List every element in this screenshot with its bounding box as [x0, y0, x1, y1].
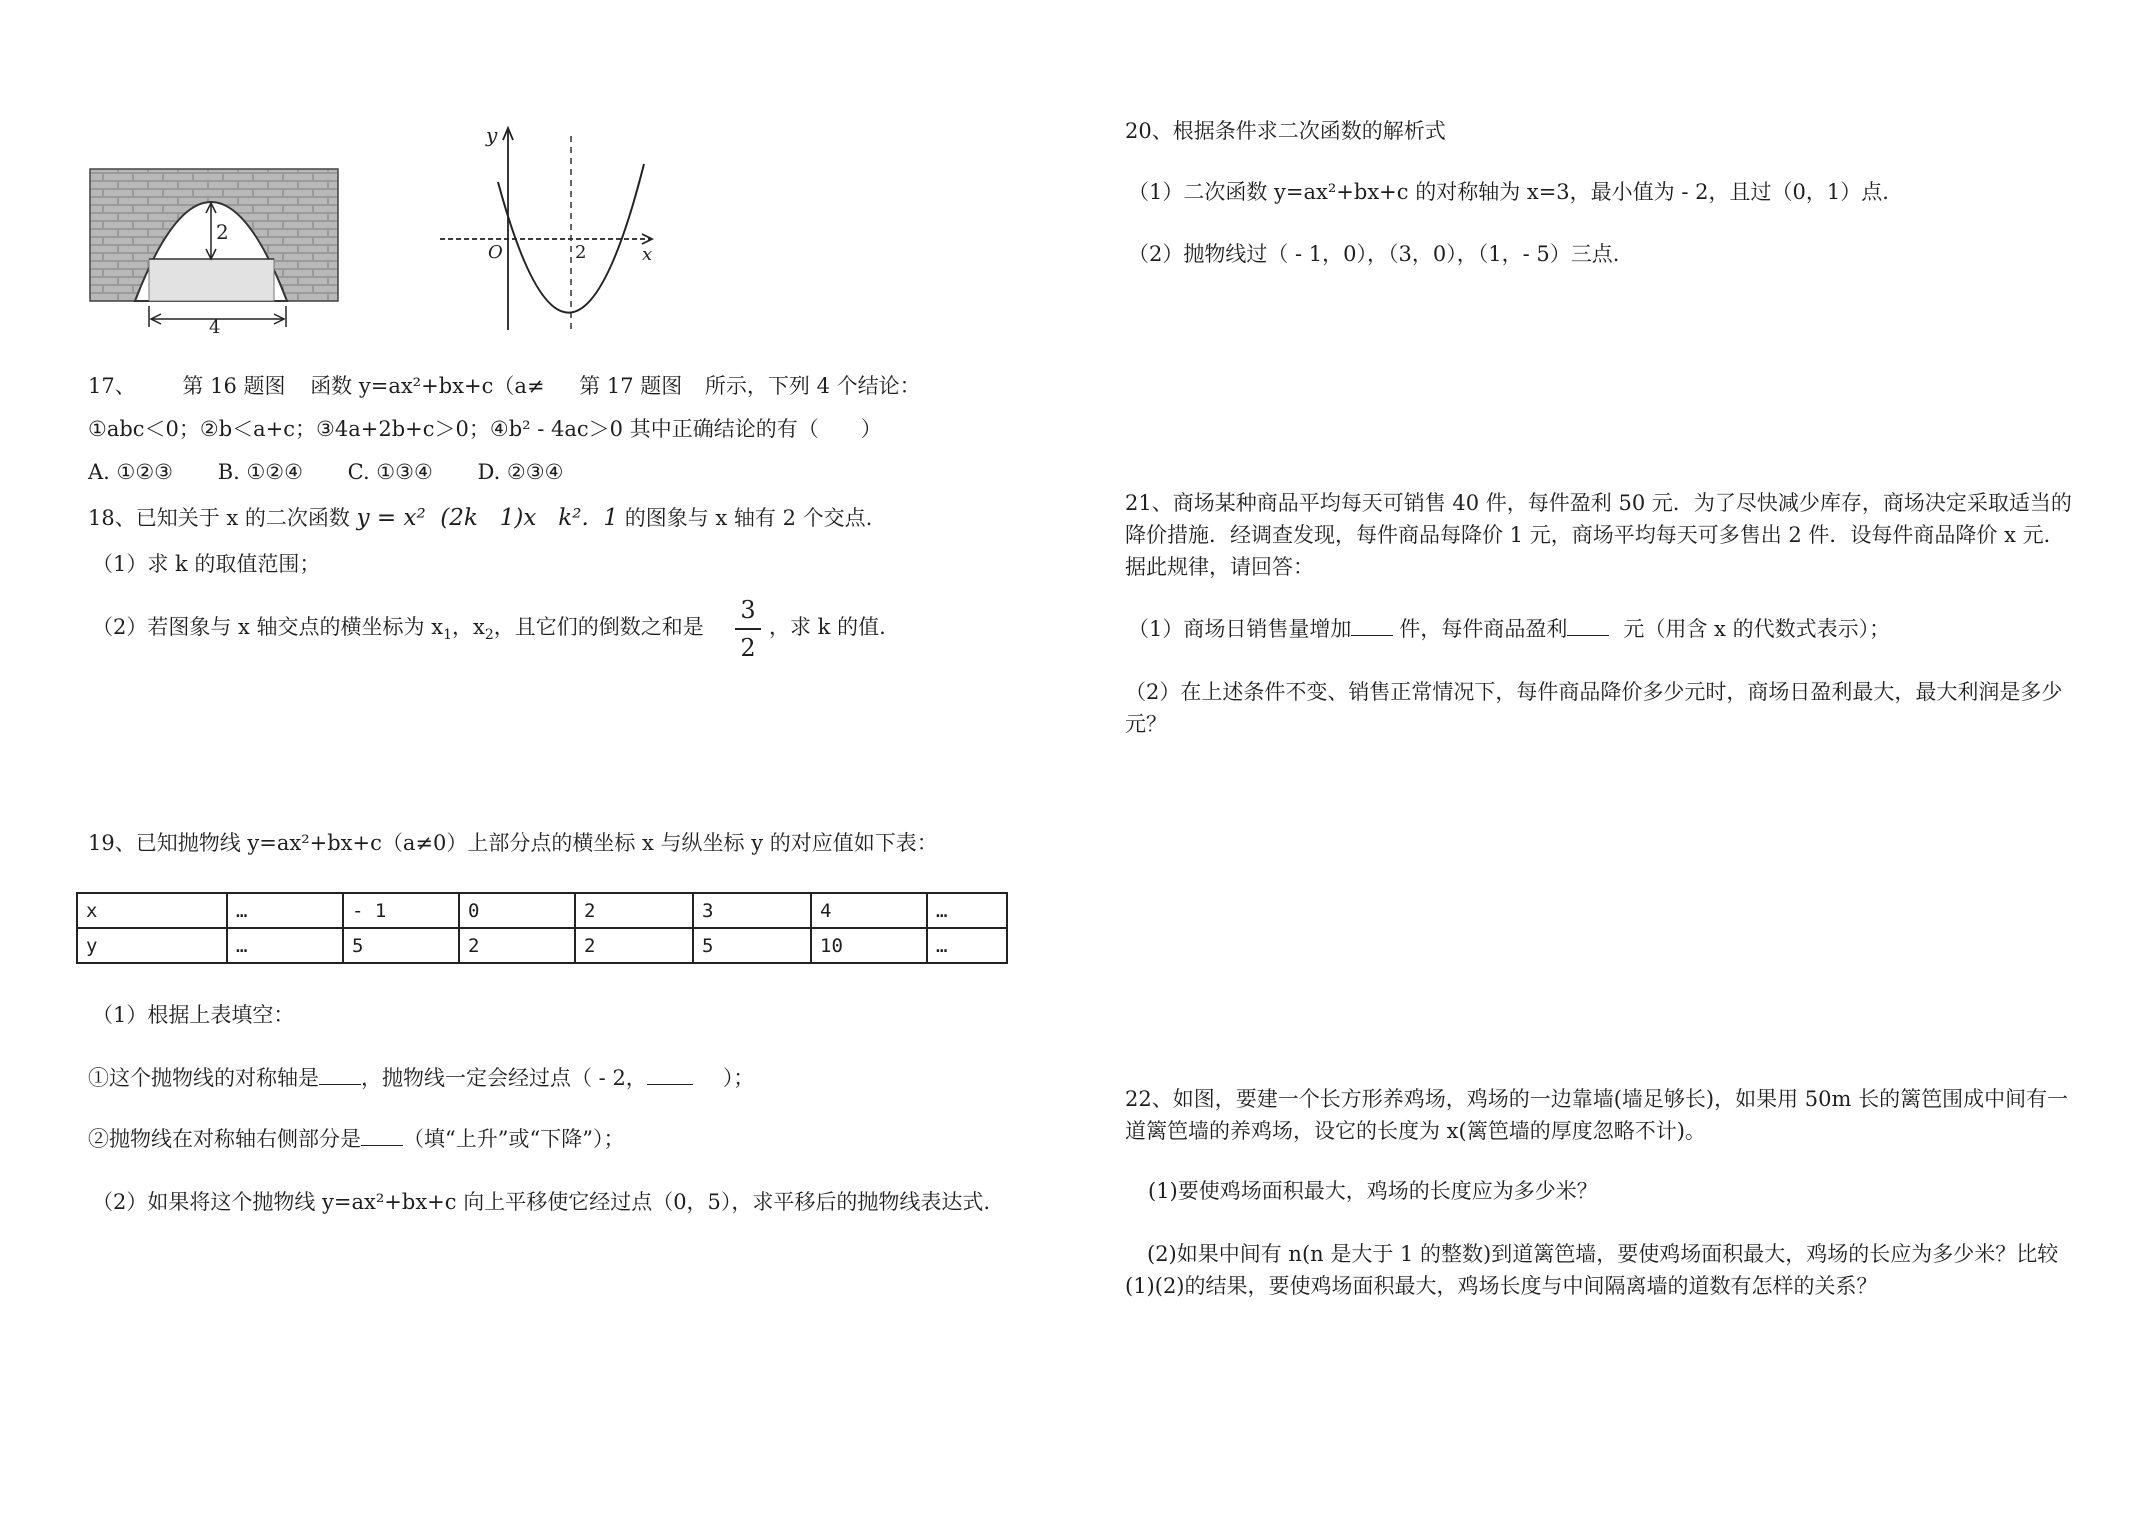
- q18-stem-a: 18、已知关于 x 的二次函数: [88, 506, 350, 530]
- q21-part1-a: （1）商场日销售量增加: [1128, 617, 1352, 641]
- q21-part1: [1128, 614, 1890, 644]
- q17-func-text: 函数 y=ax²+bx+c（a≠: [310, 374, 545, 398]
- q19-value-table: [76, 892, 1008, 964]
- table-cell: 10: [811, 928, 927, 963]
- table-cell: 5: [343, 928, 459, 963]
- table-cell: 4: [811, 893, 927, 928]
- q19-fill2: [88, 1124, 624, 1154]
- q18-part2: [92, 612, 704, 650]
- fig17-x-label: x: [642, 244, 653, 265]
- q17-shown-text: 所示，下列 4 个结论：: [704, 374, 921, 398]
- q18-fraction: [735, 596, 761, 662]
- q18-frac-num: 3: [740, 596, 756, 624]
- q20-part2: （2）抛物线过（ - 1，0），（3，0），（1，- 5）三点.: [1128, 242, 1620, 266]
- q22-part2: (2)如果中间有 n(n 是大于 1 的整数)到道篱笆墙，要使鸡场面积最大，鸡场的长应为多少米？比较(1)(2)的结果，要使鸡场面积最大，鸡场长度与中间隔离墙的道数有怎样的关系？: [1125, 1242, 2059, 1298]
- q21-blank-quantity[interactable]: [1351, 617, 1393, 636]
- q17-option-a: A. ①②③: [88, 460, 173, 484]
- q18-sub1: 1: [443, 627, 452, 644]
- q17-option-b: B. ①②④: [217, 460, 303, 484]
- q18-frac-den: 2: [740, 634, 756, 662]
- table-cell: 2: [575, 893, 693, 928]
- table-cell: …: [227, 893, 343, 928]
- q17-conclusions: ①abc＜0；②b＜a+c；③4a+2b+c＞0；④b² - 4ac＞0 其中正确结论的有（ ）: [88, 417, 882, 441]
- q17-option-d: D. ②③④: [477, 460, 564, 484]
- q18-part2-a: （2）若图象与 x 轴交点的横坐标为 x: [92, 615, 444, 639]
- q18-part2-b: ，x: [452, 615, 485, 639]
- q18-sub2: 2: [484, 627, 494, 644]
- q21-stem: 21、商场某种商品平均每天可销售 40 件，每件盈利 50 元．为了尽快减少库存，商场决定采取适当的降价措施．经调查发现，每件商品每降价 1 元，商场平均每天可多售出 2 件．设每件商品降价 x 元．据此规律，请回答：: [1125, 491, 2072, 579]
- table-cell: …: [927, 928, 1007, 963]
- q17-line1: [88, 371, 921, 401]
- q17-option-c: C. ①③④: [347, 460, 433, 484]
- q19-stem: 19、已知抛物线 y=ax²+bx+c（a≠0）上部分点的横坐标 x 与纵坐标 y 的对应值如下表：: [88, 831, 938, 855]
- q17-number: 17、: [88, 374, 136, 398]
- q18-part1: （1）求 k 的取值范围；: [92, 552, 321, 576]
- q21-part1-b: 件，每件商品盈利: [1399, 617, 1568, 641]
- q19-fill1-b: ，抛物线一定会经过点（ - 2，: [361, 1066, 647, 1090]
- fig16-height-label: 2: [216, 220, 229, 244]
- fig17-origin-label: O: [488, 242, 503, 263]
- q21-part1-c: 元（用含 x 的代数式表示）；: [1623, 617, 1891, 641]
- q17-fig16-ref: 第 16 题图: [182, 374, 286, 398]
- q18-stem: [88, 503, 872, 533]
- table-cell: 2: [575, 928, 693, 963]
- q20-title: 20、根据条件求二次函数的解析式: [1125, 119, 1446, 143]
- q19-blank-axis[interactable]: [319, 1066, 361, 1085]
- figure-17-graph: [430, 118, 670, 333]
- fig17-tick-label: 2: [575, 242, 587, 263]
- q19-part2: （2）如果将这个抛物线 y=ax²+bx+c 向上平移使它经过点（0，5），求平移后的抛物线表达式.: [92, 1190, 991, 1214]
- table-cell: …: [227, 928, 343, 963]
- table-cell: 2: [459, 928, 575, 963]
- q17-fig17-ref: 第 17 题图: [579, 374, 683, 398]
- q19-fill1-a: ①这个抛物线的对称轴是: [88, 1066, 319, 1090]
- q19-fill2-a: ②抛物线在对称轴右侧部分是: [88, 1127, 361, 1151]
- table-cell: …: [927, 893, 1007, 928]
- fig17-y-label: y: [486, 123, 498, 147]
- figure-16-arch: [88, 165, 353, 335]
- q18-part2-end: ，求 k 的值.: [769, 615, 886, 639]
- table-cell: 0: [459, 893, 575, 928]
- q21-part2: （2）在上述条件不变、销售正常情况下，每件商品降价多少元时，商场日盈利最大，最大利润是多少元？: [1125, 680, 2063, 736]
- table-cell: x: [77, 893, 227, 928]
- q17-options: [88, 457, 563, 487]
- q19-blank-point[interactable]: [647, 1066, 693, 1085]
- q22-stem: 22、如图，要建一个长方形养鸡场，鸡场的一边靠墙(墙足够长)，如果用 50m 长的篱笆围成中间有一道篱笆墙的养鸡场，设它的长度为 x(篱笆墙的厚度忽略不计)。: [1125, 1087, 2069, 1143]
- table-cell: 3: [693, 893, 811, 928]
- table-cell: y: [77, 928, 227, 963]
- q19-fill1: [88, 1063, 754, 1093]
- q19-fill2-b: （填“上升”或“下降”）；: [403, 1127, 625, 1151]
- q19-fill1-c: ）；: [722, 1066, 755, 1090]
- table-cell: 5: [693, 928, 811, 963]
- q20-part1: （1）二次函数 y=ax²+bx+c 的对称轴为 x=3，最小值为 - 2，且过（0，1）点.: [1128, 180, 1889, 204]
- q19-blank-trend[interactable]: [361, 1127, 403, 1146]
- q19-part1: （1）根据上表填空：: [92, 1003, 295, 1027]
- q21-blank-profit[interactable]: [1567, 617, 1609, 636]
- table-row: [77, 893, 1007, 928]
- q22-part1: (1)要使鸡场面积最大，鸡场的长度应为多少米？: [1148, 1179, 1598, 1203]
- q18-formula: y = x² (2k 1)x k². 1: [356, 505, 619, 531]
- q18-stem-b: 的图象与 x 轴有 2 个交点.: [624, 506, 873, 530]
- fig16-width-label: 4: [209, 317, 221, 335]
- table-cell: - 1: [343, 893, 459, 928]
- q18-part2-c: ，且它们的倒数之和是: [493, 615, 704, 639]
- table-row: [77, 928, 1007, 963]
